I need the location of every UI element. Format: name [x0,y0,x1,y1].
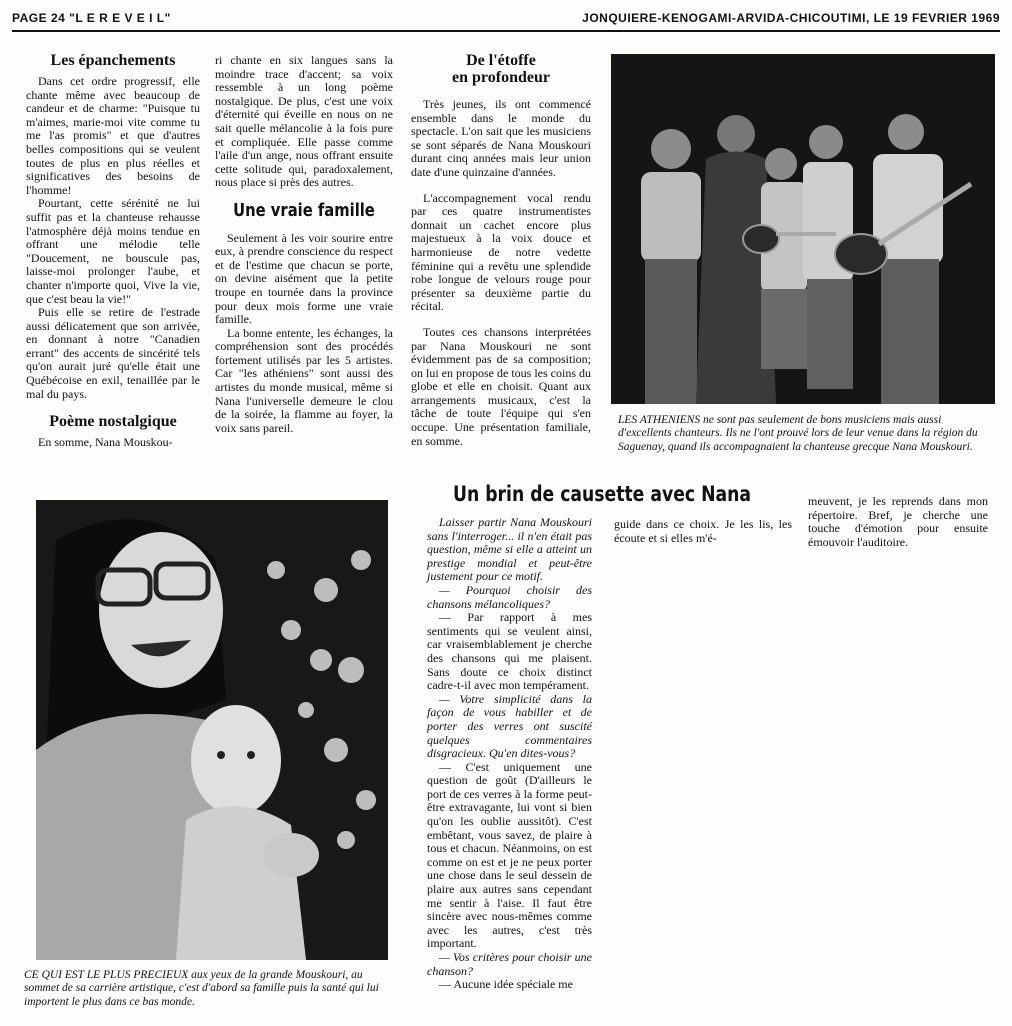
column-3 [411,52,591,448]
paragraph: L'accompagnement vocal rendu par ces quatre instrumentistes donnait un cachet encore plus majestueux à la voix douce et harmonieuse de notre vedette féminine qui a revêtu une splendide robe longue de velours rouge pour présenter sa deuxième partie du récital. [411,190,591,314]
caption-athenians: LES ATHENIENS ne sont pas seulement de bons musiciens mais aussi d'excellents chanteurs. Ils ne l'ont prouvé lors de leur venue dans la région du Saguenay, quand ils accompagnaient la chanteuse grecque Nana Mouskouri. [618,414,978,453]
paragraph: ri chante en six langues sans la moindre trace d'accent; sa voix ressemble à un long poème nostalgique. De plus, c'est une voix d'éternité qui éveille en nous on ne sait quelle mélancolie à la fois pure et compliquée. Elle passe comme l'aile d'un ange, nous offrant ensuite cette solitude qui, paradoxalement, nous place si près des autres. [215,53,393,190]
paragraph: Puis elle se retire de l'estrade aussi délicatement que son arrivée, en donnant à notre "Canadien errant" des accents de sincérité tels qu'on aurait juré qu'elle était une Québécoise en exil, tenaillée par le mal du pays. [26,305,200,401]
interview-question-3: — Vos critères pour choisir une chanson? [427,950,592,978]
heading-vraie-famille: Une vraie famille [233,199,375,221]
paragraph: En somme, Nana Mouskou- [38,435,173,450]
interview-answer-3: — Aucune idée spéciale me [439,977,573,992]
interview-question-1: — Pourquoi choisir des chansons mélancoliques? [427,582,592,611]
heading-interview: Un brin de causette avec Nana [452,482,751,506]
column-2 [215,54,393,435]
heading-etoffe-line2: en profondeur [452,69,550,86]
interview-answer-1: — Par rapport à mes sentiments qui se veulent ainsi, car vraisemblablement je cherche des chansons qui me plaisent. Sans doute ce choix distinct cadre-t-il avec mon tempérament. [427,610,592,693]
heading-poeme-nostalgique: Poème nostalgique [49,413,177,431]
paragraph: La bonne entente, les échanges, la compréhension sont des procédés fortement utilisés par les 5 artistes. Car "les athéniens" sont aussi des artistes du monde musical, même si Nana l'universelle demeure le clou de la soirée, la flamme au foyer, la voix sans pareil. [215,325,393,435]
interview-intro: Laisser partir Nana Mouskouri sans l'interroger... il n'en était pas question, même si elle a atteint un prestige mondial et peut-être justement pour ce motif. [427,515,592,584]
photo-athenians [611,54,995,404]
paragraph: meuvent, je les reprends dans mon répertoire. Bref, je cherche une touche d'émotion pour ensuite émouvoir l'auditoire. [808,494,988,549]
heading-epanchements: Les épanchements [50,52,176,69]
paragraph: Très jeunes, ils ont commencé ensemble dans le monde du spectacle. L'on sait que les musiciens se sont séparés de Nana Mouskouri durant cinq années mais leur union date d'une quinzaine d'années. [411,97,591,179]
interview-column-a [427,516,592,992]
caption-nana-baby: CE QUI EST LE PLUS PRECIEUX aux yeux de la grande Mouskouri, au sommet de sa carrière artistique, c'est d'abord sa famille puis la santé qui lui importent le plus dans ce bas monde. [24,969,379,1008]
page-header-right: JONQUIERE-KENOGAMI-ARVIDA-CHICOUTIMI, LE 19 FEVRIER 1969 [582,11,1000,25]
interview-column-c [808,495,988,549]
interview-column-b [614,518,792,545]
paragraph: Seulement à les voir sourire entre eux, à prendre conscience du respect et de l'estime que chacun se porte, on devine aisément que la petite troupe en tournée dans la province pour deux mois forme une vraie famille. [215,230,393,327]
header-rule [12,30,1000,32]
paragraph: guide dans ce choix. Je les lis, les écoute et si elles m'é- [614,517,792,545]
interview-question-2: — Votre simplicité dans la façon de vous habiller et de porter des verres ont suscité quelques commentaires disgracieux. Qu'en dites-vous? [427,691,592,761]
paragraph: Toutes ces chansons interprétées par Nana Mouskouri ne sont évidemment pas de sa composition; on lui en propose de tous les coins du globe et elle en choisit. Quant aux arrangements musicaux, c'est la tâche de toute l'équipe qui s'en occupe. Une présentation familiale, en somme. [411,324,591,448]
page-header-left: PAGE 24 "L E R E V E I L" [12,11,171,25]
column-1 [26,52,200,450]
paragraph: Pourtant, cette sérénité ne lui suffit pas et la chanteuse rehausse l'atmosphère déjà moins tendue en offrant une mélodie telle "Doucement, ne bouscule pas, laisse-moi prolonger l'aube, et chanter n'importe quoi, Vive la vie, que c'est beau la vie!" [26,196,200,306]
photo-nana-baby [36,500,388,960]
athenians-group-image [611,54,995,404]
paragraph: Dans cet ordre progressif, elle chante même avec beaucoup de candeur et de charme: "Puisque tu m'aimes, marie-moi vite comme tu me l'as promis" et que d'autres belles compositions qui se veulent toutes de plus en plus réelles et significatives des besoins de l'homme! [26,74,200,197]
heading-etoffe-line1: De l'étoffe [466,52,536,69]
nana-baby-image [36,500,388,960]
interview-answer-2: — C'est uniquement une question de goût (D'ailleurs le port de ces verres à la forme peut-être extravagante, lui vont si bien qu'on les oublie aussitôt). C'est embêtant, vous savez, de plaire à tous et chacun. Néanmoins, on est comme on est et je ne peux porter une chose dans le seul dessein de plaire aux autres sans cependant me sentir à l'aise. Il faut être sincère avec nous-mêmes comme avec les autres, c'est très important. [427,759,592,951]
